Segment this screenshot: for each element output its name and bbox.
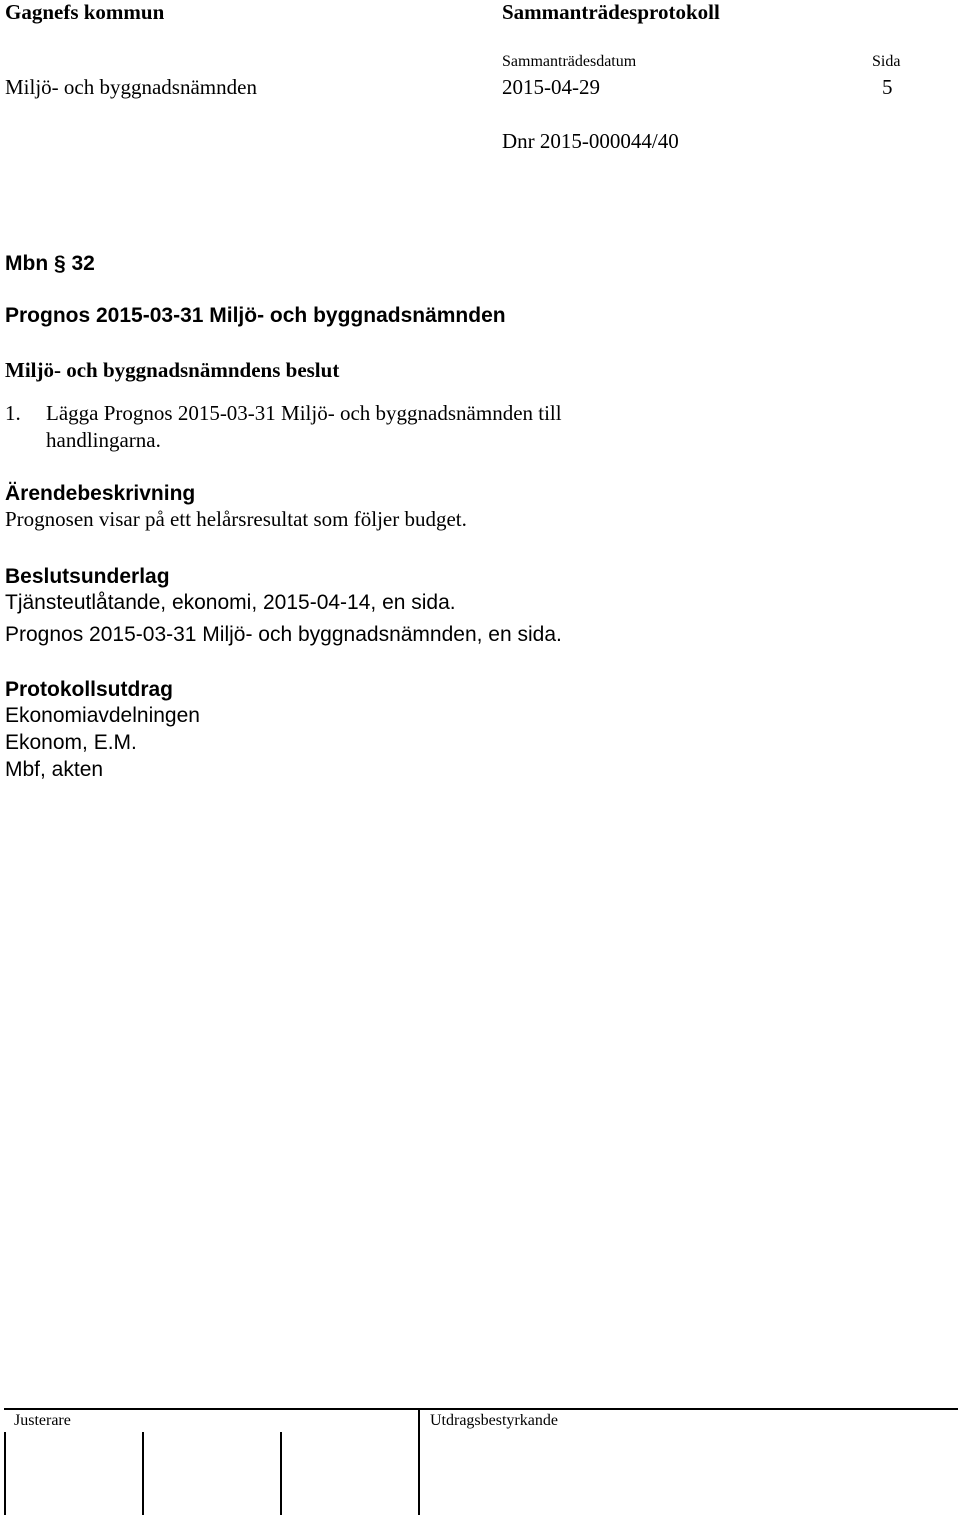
decision-item-text-continued: handlingarna. xyxy=(46,428,161,452)
organization-name: Gagnefs kommun xyxy=(5,0,165,24)
committee-name: Miljö- och byggnadsnämnden xyxy=(5,75,257,99)
extract-recipient: Ekonomiavdelningen xyxy=(5,704,200,727)
decision-item-text: Lägga Prognos 2015-03-31 Miljö- och byggnadsnämnden till xyxy=(46,401,562,425)
meeting-date-label: Sammanträdesdatum xyxy=(502,53,637,70)
page-number: 5 xyxy=(882,75,893,99)
page-label: Sida xyxy=(872,53,901,70)
decision-heading: Miljö- och byggnadsnämndens beslut xyxy=(5,358,340,382)
extract-recipient: Ekonom, E.M. xyxy=(5,731,137,754)
signature-box-border xyxy=(142,1432,144,1515)
decision-item-number: 1. xyxy=(5,401,21,425)
basis-item: Prognos 2015-03-31 Miljö- och byggnadsnämnden, en sida. xyxy=(5,623,562,646)
signature-box-border xyxy=(418,1408,420,1515)
basis-heading: Beslutsunderlag xyxy=(5,565,170,588)
adjuster-label: Justerare xyxy=(14,1412,71,1429)
document-type: Sammanträdesprotokoll xyxy=(502,0,720,24)
description-text: Prognosen visar på ett helårsresultat som följer budget. xyxy=(5,507,467,531)
signature-box-border xyxy=(280,1432,282,1515)
signature-box-border xyxy=(4,1432,6,1515)
extract-heading: Protokollsutdrag xyxy=(5,678,174,701)
paragraph-id: Mbn § 32 xyxy=(5,252,95,275)
description-heading: Ärendebeskrivning xyxy=(5,482,196,505)
matter-title: Prognos 2015-03-31 Miljö- och byggnadsnämnden xyxy=(5,304,506,327)
meeting-date: 2015-04-29 xyxy=(502,75,600,99)
certifier-label: Utdragsbestyrkande xyxy=(430,1412,558,1429)
diary-number: Dnr 2015-000044/40 xyxy=(502,129,679,153)
basis-item: Tjänsteutlåtande, ekonomi, 2015-04-14, en sida. xyxy=(5,591,456,614)
footer-divider xyxy=(4,1408,958,1410)
extract-recipient: Mbf, akten xyxy=(5,758,104,781)
